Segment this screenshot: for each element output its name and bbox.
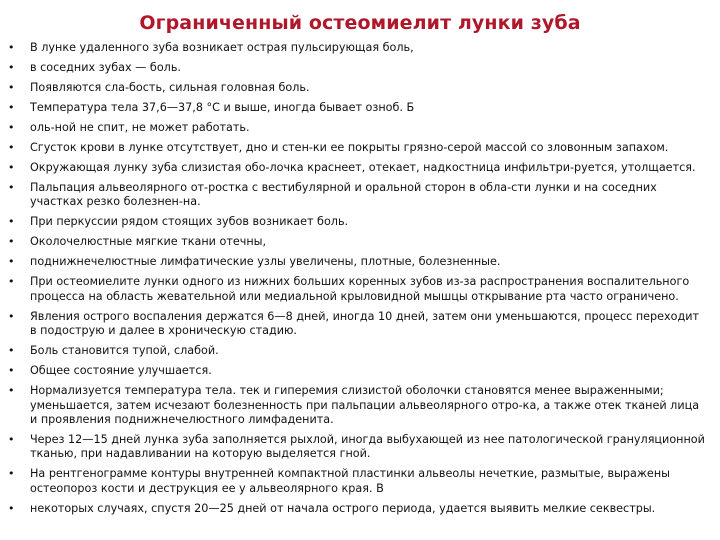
bullet-item <box>8 161 708 175</box>
slide-title: Ограниченный остеомиелит лунки зуба <box>139 12 581 34</box>
bullet-icon: • <box>8 235 15 249</box>
bullet-text: Пальпация альвеолярного от-ростка с вестибулярной и оральной сторон в обла-сти лунки и на соседних участках резко болезнен-на. <box>30 181 657 209</box>
bullet-text: Через 12—15 дней лунка зуба заполняется рыхлой, иногда выбухающей из нее патологической грануляционной тканью, при надавливании на которую выделяется гной. <box>30 433 705 461</box>
bullet-text: оль-ной не спит, не может работать. <box>30 121 250 134</box>
bullet-icon: • <box>8 41 15 54</box>
bullet-text: Явления острого воспаления держатся 6—8 дней, иногда 10 дней, затем они уменьшаются, процесс переходит в подострую и далее в хроническую стадию. <box>30 309 699 338</box>
bullet-text: Общее состояние улучшается. <box>30 364 212 378</box>
bullet-icon: • <box>8 309 15 323</box>
bullet-item <box>8 121 708 135</box>
bullet-text: Появляются сла-бость, сильная головная боль. <box>30 81 310 94</box>
bullet-icon: • <box>8 101 15 114</box>
bullet-text: в соседних зубах — боль. <box>30 61 181 74</box>
bullet-item <box>8 101 708 115</box>
bullet-text: Температура тела 37,6—37,8 °С и выше, иногда бывает озноб. Б <box>30 101 415 114</box>
bullet-icon: • <box>8 215 15 229</box>
bullet-item <box>8 344 708 358</box>
bullet-text: Сгусток крови в лунке отсутствует, дно и стен-ки ее покрыты грязно-серой массой со зловонным запахом. <box>30 141 669 154</box>
bullet-text: Нормализуется температура тела. тек и гиперемия слизистой оболочки становятся менее выраженными; уменьшается, затем исчезают болезненность при пальпации альвеолярного отро-ка, а также отек тканей лица и проявления поднижнечелюстного лимфаденита. <box>30 384 700 427</box>
bullet-text: На рентгенограмме контуры внутренней компактной пластинки альвеолы нечеткие, размытые, выражены остеопороз кости и деструкция ее у альвеолярного края. В <box>30 467 670 495</box>
bullet-icon: • <box>8 141 15 154</box>
bullet-icon: • <box>8 433 15 447</box>
bullet-icon: • <box>8 501 15 515</box>
bullet-item <box>8 215 708 229</box>
bullet-icon: • <box>8 61 15 74</box>
bullet-item <box>8 81 708 95</box>
bullet-text: При остеомиелите лунки одного из нижних больших коренных зубов из-за распространения воспалительного процесса на область жевательной или медиальной крыловидной мышцы открывание рта часто ограничено. <box>30 275 690 303</box>
bullet-icon: • <box>8 121 15 134</box>
bullet-item <box>8 275 708 304</box>
bullet-text: В лунке удаленного зуба возникает острая пульсирующая боль, <box>30 41 414 54</box>
bullet-item <box>8 502 708 516</box>
bullet-icon: • <box>8 181 15 194</box>
bullet-item <box>8 61 708 75</box>
bullet-item <box>8 433 708 462</box>
bullet-list <box>8 41 708 522</box>
bullet-item <box>8 255 708 269</box>
bullet-item <box>8 384 708 427</box>
bullet-item <box>8 310 708 339</box>
bullet-icon: • <box>8 161 15 174</box>
bullet-text: некоторых случаях, спустя 20—25 дней от начала острого периода, удается выявить мелкие секвестры. <box>30 501 656 515</box>
bullet-item <box>8 235 708 249</box>
bullet-text: При перкуссии рядом стоящих зубов возникает боль. <box>30 215 349 229</box>
bullet-item <box>8 181 708 210</box>
bullet-icon: • <box>8 364 15 378</box>
bullet-item <box>8 467 708 496</box>
bullet-text: Околочелюстные мягкие ткани отечны, <box>30 235 267 249</box>
bullet-text: Окружающая лунку зуба слизистая обо-лочка краснеет, отекает, надкостница инфильтри-руется, утолщается. <box>30 161 696 174</box>
bullet-icon: • <box>8 81 15 94</box>
bullet-text: поднижнечелюстные лимфатические узлы увеличены, плотные, болезненные. <box>30 255 501 269</box>
bullet-item <box>8 364 708 378</box>
bullet-icon: • <box>8 255 15 269</box>
bullet-icon: • <box>8 275 15 289</box>
bullet-item <box>8 41 708 55</box>
bullet-item <box>8 141 708 155</box>
bullet-icon: • <box>8 467 15 481</box>
bullet-icon: • <box>8 384 15 398</box>
bullet-icon: • <box>8 344 15 358</box>
bullet-text: Боль становится тупой, слабой. <box>30 344 219 358</box>
